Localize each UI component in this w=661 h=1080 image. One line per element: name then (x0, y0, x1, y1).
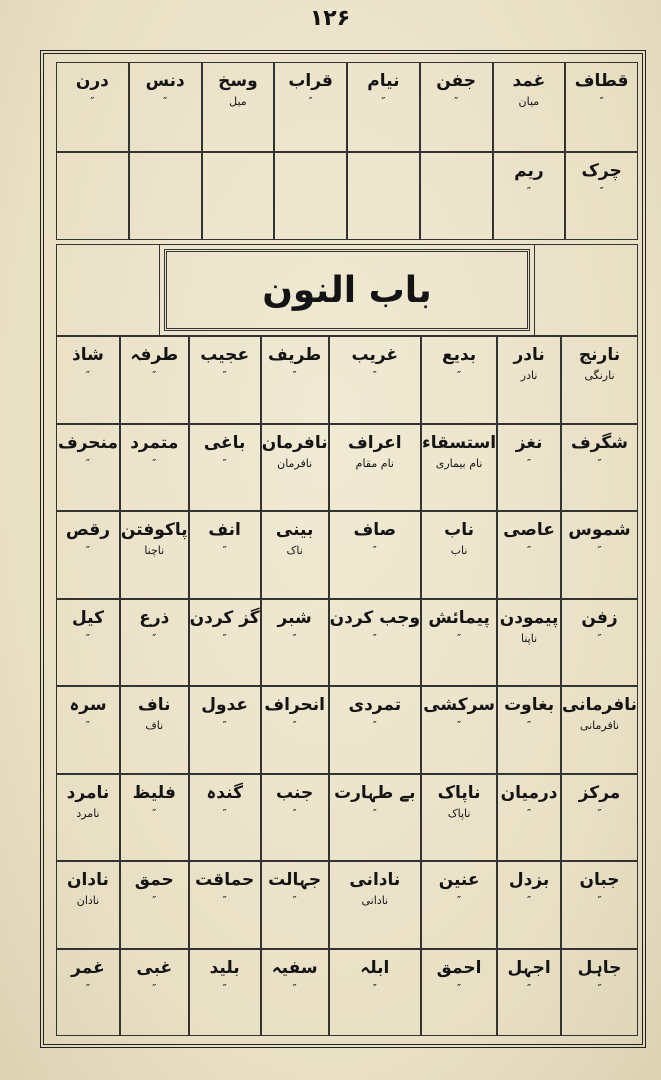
meaning: ناف (145, 719, 164, 732)
meaning: ″ (454, 95, 459, 108)
word: شگرف (571, 432, 628, 453)
meaning: ″ (222, 719, 227, 732)
word: غمد (512, 71, 546, 91)
word: اعراف (348, 432, 402, 453)
word: مرکز (578, 782, 621, 803)
word: عدول (201, 695, 249, 715)
meaning: ″ (292, 719, 297, 732)
word: ذرع (139, 607, 170, 628)
meaning: ″ (527, 456, 532, 470)
word: منحرف (57, 432, 118, 453)
word: طرفہ (130, 345, 179, 365)
table-cell (56, 511, 120, 599)
meaning: ″ (222, 894, 227, 907)
banner-right-box (534, 245, 637, 335)
table-cell (329, 336, 421, 424)
word: بینی (275, 520, 314, 540)
word: غبی (136, 957, 173, 978)
table-cell (129, 152, 202, 240)
word: نادر (513, 345, 545, 365)
table-cell (497, 949, 561, 1037)
word: کیل (71, 607, 104, 628)
meaning: ″ (222, 806, 227, 820)
meaning: ″ (222, 544, 227, 557)
meaning: ″ (527, 544, 532, 557)
meaning: ناک (286, 544, 303, 557)
table-cell (421, 599, 497, 687)
table-cell (189, 424, 261, 512)
meaning: ″ (599, 185, 604, 198)
table-cell (56, 686, 120, 774)
word: احمق (436, 957, 482, 978)
meaning: ″ (292, 806, 297, 820)
word: اجہل (507, 957, 551, 978)
top-table (56, 62, 638, 240)
word: نادان (67, 870, 109, 890)
table-cell (129, 62, 202, 152)
meaning: ″ (222, 631, 227, 645)
word: قطاف (574, 71, 629, 91)
meaning: ″ (372, 981, 377, 995)
section-banner (56, 244, 638, 336)
table-cell (261, 336, 329, 424)
table-cell (56, 861, 120, 949)
meaning: ″ (222, 369, 227, 382)
word: غریب (351, 345, 399, 365)
table-cell (497, 511, 561, 599)
meaning: ″ (152, 456, 157, 470)
meaning: ″ (527, 981, 532, 995)
meaning: ″ (457, 981, 462, 995)
word: حماقت (195, 870, 255, 890)
meaning: ″ (85, 456, 91, 470)
table-cell (202, 62, 275, 152)
table-cell (497, 861, 561, 949)
meaning: نارنگی (584, 369, 615, 382)
word: طریف (268, 345, 322, 365)
table-cell (120, 511, 189, 599)
table-cell (56, 152, 129, 240)
table-cell (261, 511, 329, 599)
meaning: ″ (527, 806, 532, 820)
table-cell (189, 511, 261, 599)
meaning: نادانی (361, 894, 389, 907)
meaning: ″ (85, 369, 91, 382)
meaning: ″ (457, 894, 462, 907)
table-cell (565, 152, 638, 240)
table-cell (565, 62, 638, 152)
word: قراب (288, 71, 333, 91)
word: استسقاء (422, 432, 497, 453)
meaning: ″ (457, 369, 462, 382)
meaning: ″ (292, 631, 297, 645)
meaning: ″ (222, 456, 227, 470)
table-cell (189, 861, 261, 949)
table-cell (561, 861, 638, 949)
table-cell (189, 949, 261, 1037)
table-cell (329, 861, 421, 949)
word: پاکوفتن (120, 520, 188, 540)
table-cell (421, 774, 497, 862)
word: متمرد (130, 432, 179, 453)
table-cell (420, 62, 493, 152)
table-cell (347, 62, 420, 152)
table-cell (120, 861, 189, 949)
table-cell (189, 336, 261, 424)
meaning: ″ (152, 369, 157, 382)
word: حمق (134, 870, 174, 890)
meaning: ″ (292, 369, 297, 382)
table-cell (56, 774, 120, 862)
table-cell (120, 599, 189, 687)
meaning: ناپاک (447, 806, 471, 820)
table-cell (497, 599, 561, 687)
word: ناب (444, 520, 475, 540)
word: عجیب (200, 345, 250, 365)
meaning: میل (229, 95, 247, 108)
word: شموس (568, 520, 631, 540)
word: بزدل (508, 870, 550, 890)
meaning: ناب (450, 544, 468, 557)
table-cell (497, 424, 561, 512)
meaning: ″ (372, 806, 377, 820)
page-number: ۱۲۶ (309, 6, 351, 31)
meaning: ″ (90, 95, 95, 108)
meaning: نامرد (76, 806, 100, 820)
table-cell (120, 686, 189, 774)
meaning: ″ (85, 631, 91, 645)
table-cell (120, 949, 189, 1037)
meaning: ″ (372, 719, 377, 732)
meaning: ″ (152, 631, 157, 645)
table-cell (497, 336, 561, 424)
word: نادانی (349, 870, 401, 890)
meaning: ″ (597, 631, 602, 645)
meaning: ″ (372, 369, 377, 382)
word: سرکشی (423, 695, 495, 715)
table-cell (561, 424, 638, 512)
table-cell (329, 686, 421, 774)
table-cell (261, 686, 329, 774)
table-cell (189, 599, 261, 687)
meaning: ″ (85, 719, 91, 732)
meaning: میان (518, 95, 540, 108)
word: بغاوت (504, 695, 555, 715)
word: نارنج (578, 345, 621, 365)
meaning: ″ (527, 719, 532, 732)
table-cell (261, 949, 329, 1037)
table-cell (421, 686, 497, 774)
table-cell (189, 686, 261, 774)
table-cell (120, 336, 189, 424)
word: بدیع (441, 345, 477, 365)
meaning: ناپنا (521, 631, 538, 645)
meaning: ″ (599, 95, 604, 108)
word: نیام (367, 71, 400, 91)
table-cell (274, 152, 347, 240)
table-cell (56, 424, 120, 512)
meaning: ″ (152, 981, 157, 995)
meaning: ″ (597, 806, 602, 820)
word: انف (208, 520, 241, 540)
word: فلیظ (132, 782, 176, 803)
table-cell (421, 949, 497, 1037)
meaning: ″ (152, 894, 157, 907)
table-cell (561, 511, 638, 599)
word: وجب کردن (329, 607, 421, 628)
table-cell (561, 949, 638, 1037)
meaning: نادان (76, 894, 100, 907)
table-cell (561, 336, 638, 424)
word: پیمائش (428, 607, 490, 628)
meaning: ″ (597, 894, 602, 907)
word: صاف (353, 520, 397, 540)
word: شاذ (72, 345, 104, 365)
word: ابلہ (360, 957, 390, 978)
word: ناپاک (437, 782, 481, 803)
word: گز کردن (189, 607, 260, 628)
word: جبان (579, 870, 620, 890)
word: درن (75, 71, 109, 91)
word: بے طہارت (334, 782, 416, 803)
word: ریم (514, 161, 544, 181)
meaning: ″ (85, 981, 91, 995)
word: نافرمان (261, 432, 328, 453)
word: تمردی (348, 695, 402, 715)
table-cell (561, 686, 638, 774)
meaning: ″ (527, 894, 532, 907)
meaning: ″ (292, 894, 297, 907)
table-cell (274, 62, 347, 152)
table-cell (497, 686, 561, 774)
table-cell (421, 511, 497, 599)
table-cell (329, 774, 421, 862)
table-cell (329, 599, 421, 687)
meaning: ″ (526, 185, 531, 198)
table-cell (56, 599, 120, 687)
table-cell (497, 774, 561, 862)
meaning: نافرمان (277, 456, 313, 470)
table-cell (261, 861, 329, 949)
meaning: ″ (222, 981, 227, 995)
word: وسخ (218, 71, 258, 91)
word: جنب (276, 782, 314, 803)
word: غمر (71, 957, 105, 978)
table-cell (421, 336, 497, 424)
table-cell (261, 424, 329, 512)
table-cell (56, 62, 129, 152)
meaning: ″ (292, 981, 297, 995)
word: شبر (277, 607, 312, 628)
table-cell (202, 152, 275, 240)
meaning: نادر (520, 369, 538, 382)
word: سفیہ (271, 957, 318, 978)
word: پیمودن (499, 607, 559, 628)
table-cell (561, 774, 638, 862)
meaning: ناچنا (144, 544, 165, 557)
table-cell (329, 949, 421, 1037)
table-cell (329, 511, 421, 599)
table-cell (561, 599, 638, 687)
table-cell (120, 424, 189, 512)
table-cell (493, 152, 566, 240)
word: نغز (515, 432, 543, 453)
meaning: ″ (163, 95, 168, 108)
word: سرہ (69, 695, 107, 715)
table-cell (347, 152, 420, 240)
meaning: ″ (457, 719, 462, 732)
word: گندہ (206, 782, 243, 803)
word: انحراف (264, 695, 325, 715)
table-cell (56, 336, 120, 424)
meaning: ″ (372, 544, 377, 557)
table-cell (189, 774, 261, 862)
meaning: ″ (597, 544, 602, 557)
table-cell (56, 949, 120, 1037)
word: رقص (65, 520, 111, 540)
word: نامرد (66, 782, 110, 803)
meaning: نام بیماری (435, 456, 483, 470)
word: عاصی (503, 520, 555, 540)
meaning: ″ (152, 806, 157, 820)
word: زفن (581, 607, 618, 628)
word: چرک (581, 161, 622, 181)
section-title: باب النون (262, 269, 432, 311)
word: جاہل (577, 957, 622, 978)
word: باغی (203, 432, 246, 453)
meaning: ″ (308, 95, 313, 108)
word: عنین (438, 870, 480, 890)
word: دنس (145, 71, 185, 91)
table-cell (421, 861, 497, 949)
banner-left-box (57, 245, 160, 335)
table-cell (261, 599, 329, 687)
word: ناف (138, 695, 171, 715)
word: جفن (436, 71, 477, 91)
meaning: ″ (85, 544, 91, 557)
table-cell (421, 424, 497, 512)
banner-title-box (164, 249, 530, 331)
meaning: ″ (381, 95, 386, 108)
main-table (56, 336, 638, 1036)
table-cell (120, 774, 189, 862)
meaning: ″ (597, 981, 602, 995)
word: درمیان (500, 782, 558, 803)
word: نافرمانی (562, 695, 637, 715)
meaning: نام مقام (355, 456, 394, 470)
table-cell (420, 152, 493, 240)
word: بلید (209, 957, 240, 978)
table-cell (261, 774, 329, 862)
word: جہالت (268, 870, 322, 890)
meaning: ″ (372, 631, 377, 645)
meaning: نافرمانی (579, 719, 620, 732)
meaning: ″ (457, 631, 462, 645)
table-cell (329, 424, 421, 512)
table-cell (493, 62, 566, 152)
meaning: ″ (597, 456, 602, 470)
